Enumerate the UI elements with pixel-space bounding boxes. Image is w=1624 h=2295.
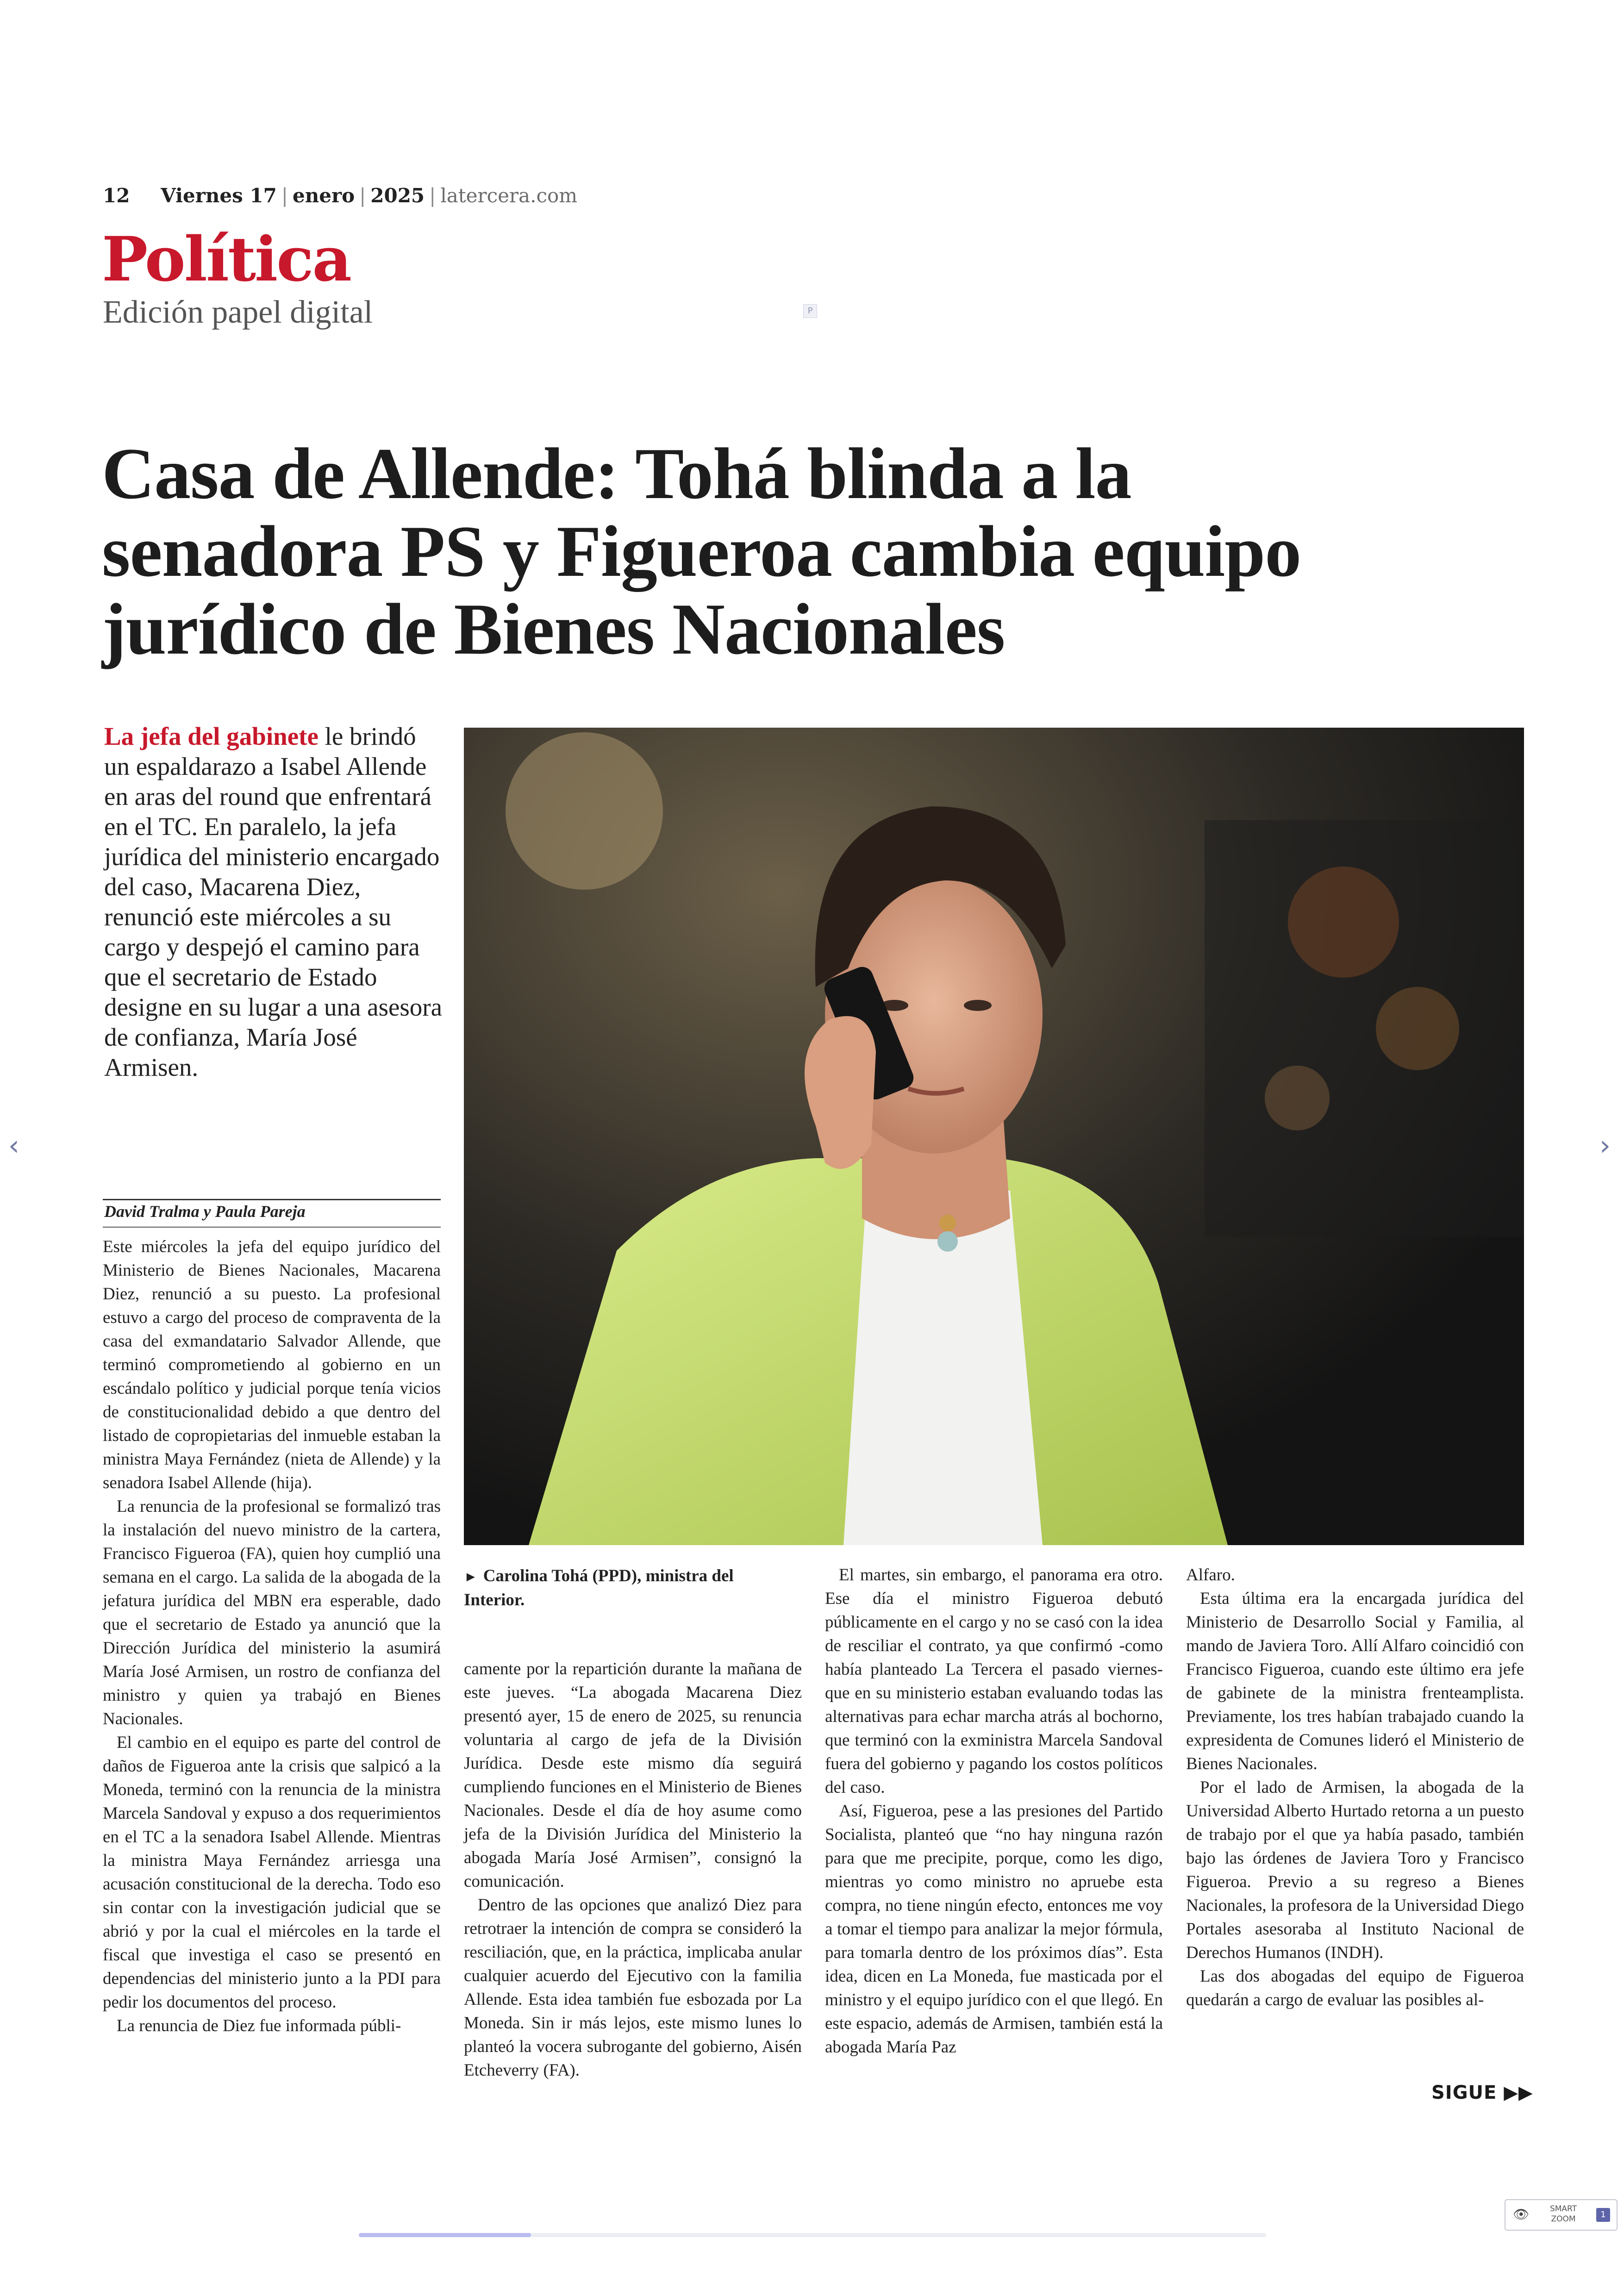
paragraph: Este miércoles la jefa del equipo jurídico del Ministerio de Bienes Nacionales, Macarena Diez, renunció a su puesto. La profesional estuvo a cargo del proceso de compraventa de la casa del exmandatario Salvador Allende, que terminó comprometiendo al gobierno en un escándalo político y judicial porque tenía vicios de constitucionalidad debido a que dentro del listado de copropietarias del inmueble estaban la ministra Maya Fernández (nieta de Allende) y la senadora Isabel Allende (hija). xyxy=(103,1237,441,1492)
next-page-chevron-icon[interactable]: › xyxy=(1599,1129,1611,1162)
body-column-4 xyxy=(1186,1563,1524,2012)
paragraph: Dentro de las opciones que analizó Diez para retrotraer la intención de compra se consideró la resciliación, que, en la práctica, implicaba anular cualquier acuerdo del Ejecutivo con la familia Allende. Esta idea también fue esbozada por La Moneda. Sin ir más lejos, este mismo lunes lo planteó la vocera subrogante del gobierno, Aisén Etcheverry (FA). xyxy=(464,1896,802,2080)
paragraph: La renuncia de Diez fue informada públi- xyxy=(117,2016,401,2035)
body-column-1 xyxy=(103,1235,441,2038)
smart-zoom-label: SMART ZOOM xyxy=(1549,2204,1577,2224)
zoom-badge: 1 xyxy=(1596,2208,1610,2222)
lead-text: le brindó un espaldarazo a Isabel Allende en aras del round que enfrentará en el TC. En paralelo, la jefa jurídica del ministerio encargado del caso, Macarena Diez, renunció este miércoles a su cargo y despejó el camino para que el secretario de Estado designe en su lugar a una asesora de confianza, María José Armisen. xyxy=(104,722,443,1081)
article-headline: Casa de Allende: Tohá blinda a la senadora PS y Figueroa cambia equipo jurídico de Bienes Nacionales xyxy=(102,433,1301,670)
author-rule-top xyxy=(103,1199,441,1200)
page-progress-fill xyxy=(359,2233,531,2237)
caption-triangle-icon: ► xyxy=(464,1569,478,1584)
issue-year: 2025 xyxy=(370,184,425,207)
author-rule-bottom xyxy=(103,1227,441,1228)
section-title: Política xyxy=(102,224,351,295)
paragraph: Las dos abogadas del equipo de Figueroa quedarán a cargo de evaluar las posibles al- xyxy=(1186,1967,1524,2009)
paragraph: Esta última era la encargada jurídica del Ministerio de Desarrollo Social y Familia, al mando de Javiera Toro. Allí Alfaro coincidió con Francisco Figueroa, cuando este último era jefe de gabinete de la ministra frenteamplista. Previamente, los tres habían trabajado cuando la expresidenta de Comunes lideró el Ministerio de Bienes Nacionales. xyxy=(1186,1589,1524,1773)
paragraph: La renuncia de la profesional se formalizó tras la instalación del nuevo ministro de la cartera, Francisco Figueroa (FA), quien hoy cumplió una semana en el cargo. La salida de la abogada de la jefatura jurídica del MBN era esperable, dado que el secretario de Estado ya anunció que la Dirección Jurídica del ministerio la asumirá María José Armisen, un rostro de confianza del ministro y quien ya trabajó en Bienes Nacionales. xyxy=(103,1497,441,1728)
lead-kicker: La jefa del gabinete xyxy=(104,722,319,750)
portrait-illustration xyxy=(464,728,1524,1545)
continue-label: SIGUE ▶▶ xyxy=(1431,2082,1533,2103)
section-subtitle: Edición papel digital xyxy=(103,294,373,330)
article-authors: David Tralma y Paula Pareja xyxy=(104,1202,306,1221)
article-photo xyxy=(464,728,1524,1545)
article-lead xyxy=(104,721,447,1082)
site-name: latercera.com xyxy=(440,184,578,207)
body-column-3 xyxy=(825,1563,1163,2059)
smart-zoom-button[interactable] xyxy=(1505,2199,1618,2231)
paragraph: Alfaro. xyxy=(1186,1565,1235,1584)
issue-day: Viernes 17 xyxy=(161,184,277,207)
caption-text: Carolina Tohá (PPD), ministra del Interior. xyxy=(464,1566,734,1609)
paragraph: Así, Figueroa, pese a las presiones del Partido Socialista, planteó que “no hay ninguna razón para que me precipite, porque, como les digo, mientras yo como ministro no apruebe esta compra, no tiene ningún efecto, entonces me voy a tomar el tiempo para analizar la mejor fórmula, para tomarla dentro de los próximos días”. Esta idea, dicen en La Moneda, fue masticada por el ministro y el equipo jurídico con el que llegó. En este espacio, además de Armisen, también está la abogada María Paz xyxy=(825,1802,1163,2057)
eye-icon: 👁 xyxy=(1513,2207,1530,2222)
paragraph: El martes, sin embargo, el panorama era otro. Ese día el ministro Figueroa debutó públicamente en el cargo y no se casó con la idea de resciliar el contrato, ya que confirmó -como había planteado La Tercera el pasado viernes- que en su ministerio estaban evaluando todas las alternativas para echar marcha atrás al bochorno, que terminó con la exministra Marcela Sandoval fuera del gobierno y pagando los costos políticos del caso. xyxy=(825,1565,1163,1797)
paragraph: El cambio en el equipo es parte del control de daños de Figueroa ante la crisis que salpicó a la Moneda, terminó con la renuncia de la ministra Marcela Sandoval y expuso a dos requerimientos en el TC a la senadora Isabel Allende. Mientras la ministra Maya Fernández arriesga una acusación constitucional de la derecha. Todo eso sin contar con la investigación judicial que se abrió y por la cual el miércoles en la tarde el fiscal que investiga el caso se presentó en dependencias del ministerio junto a la PDI para pedir los documentos del proceso. xyxy=(103,1733,441,2012)
page-number: 12 xyxy=(103,184,130,207)
paragraph: camente por la repartición durante la mañana de este jueves. “La abogada Macarena Diez presentó ayer, 15 de enero de 2025, su renuncia voluntaria al cargo de jefa de la División Jurídica. Desde este mismo día seguirá cumpliendo funciones en el Ministerio de Bienes Nacionales. Desde el día de hoy asume como jefa de la División Jurídica del Ministerio la abogada María José Armisen”, consignó la comunicación. xyxy=(464,1659,802,1891)
photo-caption xyxy=(464,1565,788,1612)
prev-page-chevron-icon[interactable]: ‹ xyxy=(8,1129,19,1162)
paragraph: Por el lado de Armisen, la abogada de la Universidad Alberto Hurtado retorna a un puesto de trabajo por el que ya había pasado, también bajo las órdenes de Javiera Toro y Francisco Figueroa. Previo a su regreso a Bienes Nacionales, la profesora de la Universidad Diego Portales asesoraba al Instituto Nacional de Derechos Humanos (INDH). xyxy=(1186,1778,1524,1962)
page-marker-icon: P xyxy=(803,304,817,318)
body-column-2 xyxy=(464,1657,802,2082)
issue-month: enero xyxy=(292,184,355,207)
issue-header: 12 Viernes 17 | enero | 2025 | latercera.com xyxy=(103,184,578,207)
